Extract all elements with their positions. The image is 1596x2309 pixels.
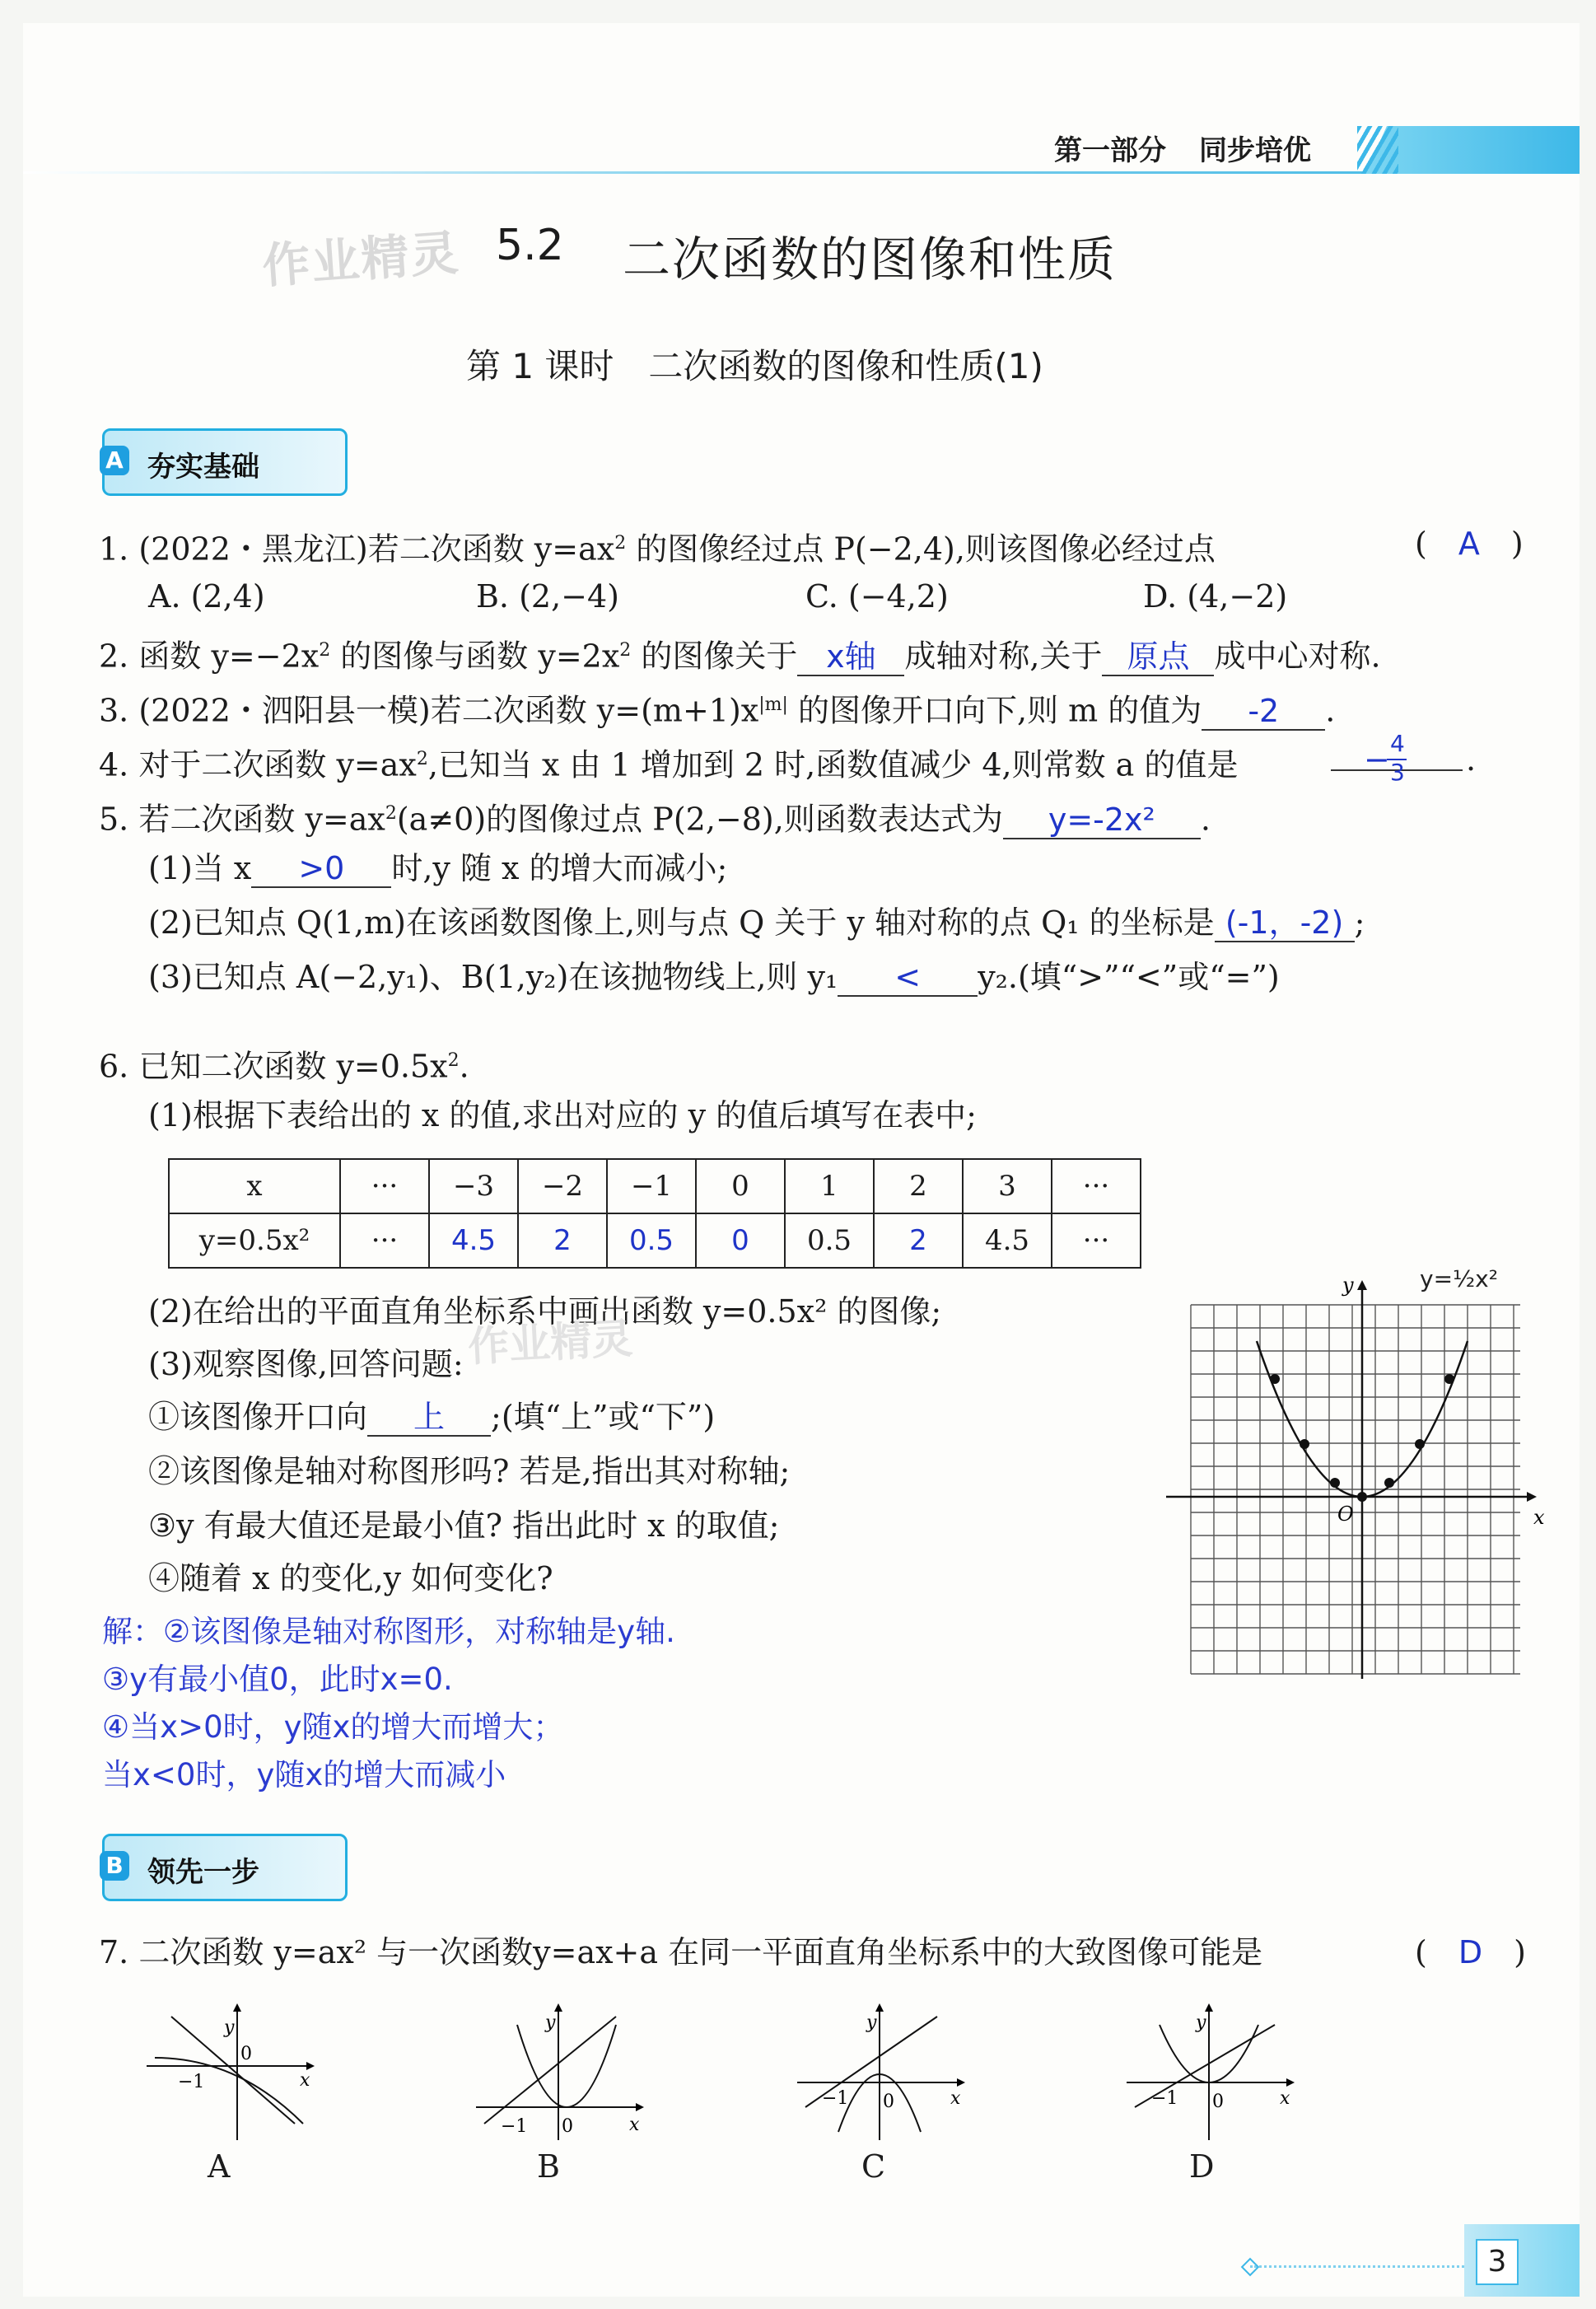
q5-part1 (148, 850, 727, 888)
table-cell: 2 (874, 1159, 963, 1213)
q6: 6. 已知二次函数 $y=0.5x^2$. (99, 1048, 469, 1085)
q7-answer: D (1458, 1934, 1483, 1970)
axes (1166, 1287, 1530, 1679)
q2-t1: 函数 y=−2x (138, 638, 320, 675)
table-cell: x (169, 1159, 340, 1213)
q7-graph-c (789, 2000, 970, 2148)
q6-s1-text-b: ;(填“上”或“下”) (491, 1399, 716, 1435)
svg-text:x: x (950, 2088, 961, 2109)
q4-t2: ,已知当 x 由 1 增加到 2 时,函数值减少 4,则常数 a 的值是 (427, 746, 1239, 783)
q7-graph-b (468, 2000, 649, 2148)
q5-answer: y=-2x² (1003, 802, 1201, 839)
q6-part3: (3)观察图像,回答问题: (148, 1346, 464, 1382)
svg-text:−1: −1 (822, 2088, 849, 2109)
q7 (99, 1934, 1262, 1970)
origin-label: O (1337, 1503, 1354, 1526)
svg-text:x: x (300, 2070, 310, 2091)
point (1357, 1492, 1367, 1502)
table-cell: 0.5 (785, 1213, 874, 1268)
q5-p2-text-b: ; (1354, 904, 1365, 941)
q1-source: (2022・黑龙江) (138, 531, 368, 568)
q5: 5. 若二次函数 $y=ax^2(a\ne 0)$的图像过点 P(2,−8),则函数表达式为 y=-2x² . (99, 801, 1211, 838)
q5-p2-answer: (-1，-2) (1215, 904, 1355, 942)
q6-solution-4: 当x<0时，y随x的增大而减小 (102, 1757, 506, 1793)
table-cell: −1 (607, 1159, 696, 1213)
q7-num: 7. (99, 1934, 129, 1970)
q3 (99, 687, 1335, 731)
q2: 2. 函数 $y=-2x^2$ 的图像与函数 $y=2x^2$ 的图像关于 x轴 成轴对称,关于 原点 成中心对称. (99, 638, 1381, 675)
q3-num: 3. (99, 692, 129, 729)
q1-option-c: C. (−4,2) (805, 578, 949, 615)
page-title-number: 5.2 (496, 221, 564, 270)
point (1415, 1439, 1425, 1449)
q5-num: 5. (99, 801, 129, 838)
y-axis-label: y (1342, 1274, 1354, 1297)
table-cell: ··· (1052, 1159, 1141, 1213)
watermark-2: 作业精灵 (466, 1314, 634, 1372)
q4-end: . (1466, 741, 1477, 778)
q1: 1. (2022・黑龙江)若二次函数 $y=ax^2$ 的图像经过点 P(−2,4),则该图像必经过点 (99, 531, 1216, 568)
q3-t2: 的图像开口向下,则 m 的值为 (787, 692, 1202, 729)
q3-answer: -2 (1202, 693, 1325, 731)
q6-t2: . (459, 1048, 469, 1085)
svg-text:y: y (1196, 2012, 1206, 2033)
q1-post: 的图像经过点 P(−2,4),则该图像必经过点 (626, 531, 1216, 568)
section-a-text: 夯实基础 (147, 451, 259, 484)
svg-text:−1: −1 (501, 2116, 528, 2137)
q2-t3: 的图像关于 (631, 638, 798, 675)
q3-t1: 若二次函数 y=(m+1)x (430, 692, 759, 729)
q6-part1: (1)根据下表给出的 x 的值,求出对应的 y 的值后填写在表中; (148, 1097, 977, 1133)
q7-graph-a (138, 2000, 320, 2148)
point (1330, 1478, 1340, 1488)
q4-answer-denominator: 3 (1390, 759, 1405, 786)
page (23, 23, 1580, 2297)
table-cell: y=0.5x² (169, 1213, 340, 1268)
q5-t2: (a≠0)的图像过点 P(2,−8),则函数表达式为 (396, 801, 1003, 838)
svg-text:0: 0 (240, 2044, 252, 2064)
q2-num: 2. (99, 638, 129, 675)
header-sub: 同步培优 (1199, 134, 1311, 167)
q5-p1-text-b: 时,y 随 x 的增大而减小; (391, 850, 728, 886)
section-b-label (102, 1834, 348, 1901)
page-title: 二次函数的图像和性质 (623, 231, 1118, 287)
q4-num: 4. (99, 746, 129, 783)
q7-text: 二次函数 y=ax² 与一次函数y=ax+a 在同一平面直角坐标系中的大致图像可能是 (138, 1934, 1263, 1970)
svg-text:y: y (866, 2012, 877, 2033)
q7-option-d: D (1189, 2148, 1215, 2185)
value-table (168, 1158, 1141, 1269)
q1-num: 1. (99, 531, 129, 568)
table-cell: 0 (696, 1213, 785, 1268)
q7-answer-paren: ( D ) (1415, 1934, 1526, 1970)
svg-text:y: y (545, 2012, 556, 2033)
q6-sub4: ④随着 x 的变化,y 如何变化? (148, 1560, 553, 1596)
q5-part3 (148, 959, 1280, 997)
table-cell: ··· (340, 1213, 429, 1268)
q4-answer-sign: − (1364, 741, 1390, 778)
svg-text:0: 0 (883, 2092, 894, 2112)
q6-t1: 已知二次函数 y=0.5x (138, 1048, 448, 1085)
q7-option-c: C (861, 2148, 886, 2185)
table-cell: 4.5 (963, 1213, 1052, 1268)
q3-exponent: |m| (758, 694, 788, 715)
q2-answer-1: x轴 (797, 638, 904, 676)
q4-answer-numerator: 4 (1390, 730, 1405, 757)
q1-answer: A (1458, 526, 1480, 562)
x-axis-label: x (1533, 1506, 1545, 1529)
q6-s1-answer: 上 (367, 1399, 491, 1437)
svg-text:−1: −1 (1151, 2088, 1178, 2109)
grid (1191, 1305, 1520, 1674)
table-row (169, 1213, 1141, 1268)
q7-option-a: A (208, 2148, 231, 2185)
q6-part2: (2)在给出的平面直角坐标系中画出函数 y=0.5x² 的图像; (148, 1293, 942, 1330)
q6-sub1 (148, 1399, 715, 1437)
svg-text:−1: −1 (178, 2072, 205, 2092)
q5-p1-text: (1)当 x (148, 850, 252, 886)
q5-p3-text-b: y₂.(填“>”“<”或“=”) (978, 959, 1280, 995)
q5-part2 (148, 904, 1365, 942)
q5-p3-answer: < (838, 959, 978, 997)
svg-text:x: x (629, 2115, 640, 2135)
q7-option-b: B (537, 2148, 560, 2185)
table-cell: 1 (785, 1159, 874, 1213)
section-a-label (102, 428, 348, 496)
footer-dots (1250, 2265, 1464, 2268)
lesson-title: 第 1 课时 二次函数的图像和性质(1) (466, 346, 1043, 386)
table-cell: 2 (874, 1213, 963, 1268)
table-cell: −3 (429, 1159, 518, 1213)
svg-text:x: x (1280, 2088, 1290, 2109)
section-b-badge: B (100, 1851, 129, 1881)
point (1444, 1374, 1454, 1384)
q6-s1-text: ①该图像开口向 (148, 1399, 368, 1435)
point (1270, 1374, 1280, 1384)
svg-text:0: 0 (562, 2116, 573, 2137)
q2-t4: 成轴对称,关于 (904, 638, 1103, 675)
q1-option-b: B. (2,−4) (476, 578, 620, 615)
x-axis-arrow (1527, 1492, 1537, 1502)
q5-p1-answer: >0 (251, 850, 391, 888)
header-stripes (1357, 126, 1398, 174)
header-bar (23, 171, 1580, 174)
q1-option-d: D. (4,−2) (1143, 578, 1288, 615)
table-cell: 0.5 (607, 1213, 696, 1268)
q5-t1: 若二次函数 y=ax (138, 801, 385, 838)
q4-t1: 对于二次函数 y=ax (138, 746, 417, 783)
q6-solution-3: ④当x>0时，y随x的增大而增大； (102, 1709, 564, 1745)
point (1300, 1439, 1309, 1449)
q6-sub3: ③y 有最大值还是最小值? 指出此时 x 的取值; (148, 1507, 780, 1544)
q7-graph-d (1118, 2000, 1300, 2148)
q4: 4. 对于二次函数 $y=ax^2$,已知当 x 由 1 增加到 2 时,函数值减少 4,则常数 a 的值是 (99, 746, 1239, 783)
table-cell: 2 (518, 1213, 607, 1268)
q1-answer-paren: ( A ) (1415, 526, 1524, 562)
svg-text:0: 0 (1212, 2092, 1224, 2112)
q6-sub2: ②该图像是轴对称图形吗? 若是,指出其对称轴; (148, 1453, 791, 1489)
table-cell: ··· (340, 1159, 429, 1213)
q2-t2: 的图像与函数 y=2x (330, 638, 620, 675)
watermark: 作业精灵 (260, 224, 462, 295)
q6-solution-2: ③y有最小值0，此时x=0. (102, 1662, 453, 1697)
svg-text:y: y (224, 2017, 235, 2038)
section-a-badge: A (100, 446, 129, 475)
point (1384, 1478, 1394, 1488)
y-axis-arrow (1357, 1280, 1367, 1290)
q6-solution-1: 解：②该图像是轴对称图形，对称轴是y轴. (102, 1614, 675, 1649)
q5-end: . (1200, 801, 1211, 838)
q2-answer-2: 原点 (1102, 638, 1214, 676)
q6-num: 6. (99, 1048, 129, 1085)
q5-p3-text: (3)已知点 A(−2,y₁)、B(1,y₂)在该抛物线上,则 y₁ (148, 959, 838, 995)
q3-end: . (1325, 692, 1336, 729)
table-cell: 4.5 (429, 1213, 518, 1268)
q2-t5: 成中心对称. (1214, 638, 1381, 675)
table-cell: 0 (696, 1159, 785, 1213)
parabola-graph (1143, 1259, 1555, 1687)
table-cell: 3 (963, 1159, 1052, 1213)
header-part: 第一部分 (1054, 134, 1166, 167)
table-row (169, 1159, 1141, 1213)
table-cell: −2 (518, 1159, 607, 1213)
q3-source: (2022・泗阳县一模) (138, 692, 431, 729)
table-cell: ··· (1052, 1213, 1141, 1268)
q5-p2-text: (2)已知点 Q(1,m)在该函数图像上,则与点 Q 关于 y 轴对称的点 Q₁ 的坐标是 (148, 904, 1215, 941)
footer-diamond-icon (1241, 2258, 1260, 2277)
page-number: 3 (1476, 2239, 1519, 2285)
section-b-text: 领先一步 (147, 1856, 259, 1889)
curve-label: y=½x² (1420, 1265, 1498, 1292)
q1-pre: 若二次函数 y=ax (367, 531, 615, 568)
q1-option-a: A. (2,4) (148, 578, 265, 615)
